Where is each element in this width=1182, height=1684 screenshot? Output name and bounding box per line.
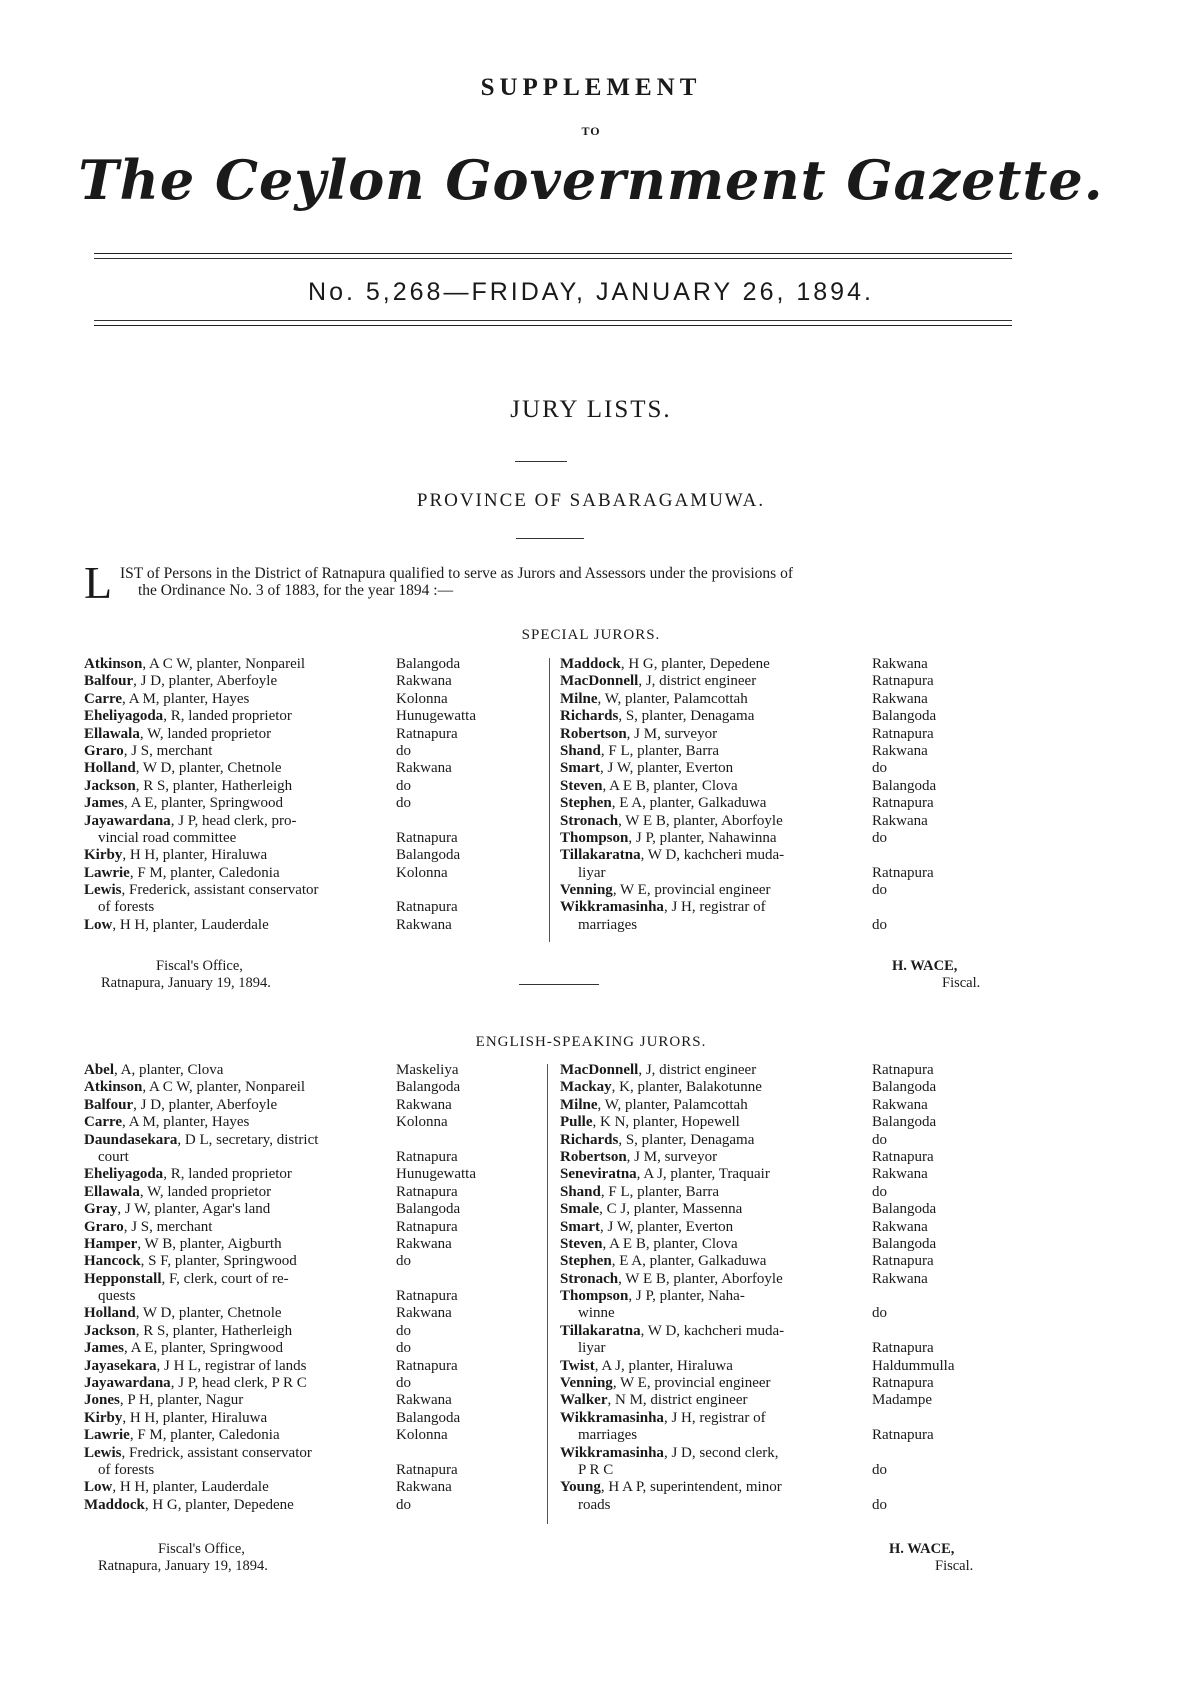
- juror-name: Robertson, J M, surveyor: [560, 725, 718, 742]
- juror-name: Lawrie, F M, planter, Caledonia: [84, 1427, 280, 1444]
- juror-entry: [84, 917, 524, 934]
- juror-entry: [560, 795, 1000, 812]
- juror-entry: [560, 760, 1000, 777]
- juror-place: Ratnapura: [396, 1461, 458, 1478]
- juror-entry: [84, 708, 524, 725]
- juror-entry: [84, 1375, 524, 1392]
- juror-entry: [84, 1427, 524, 1444]
- juror-entry: [84, 1497, 524, 1514]
- juror-place: Rakwana: [872, 690, 928, 707]
- juror-name: court: [98, 1148, 129, 1165]
- juror-name: Young, H A P, superintendent, minor: [560, 1479, 782, 1496]
- juror-name: Low, H H, planter, Lauderdale: [84, 1479, 269, 1496]
- special-jurors-right-column: [560, 656, 1000, 934]
- juror-place: do: [872, 760, 887, 777]
- signature-name: H. WACE,: [889, 1541, 955, 1557]
- juror-name: Thompson, J P, planter, Nahawinna: [560, 829, 777, 846]
- juror-entry: [84, 847, 524, 864]
- juror-place: Rakwana: [872, 1096, 928, 1113]
- juror-name: Stephen, E A, planter, Galkaduwa: [560, 1253, 767, 1270]
- issue-rule-thin: [94, 320, 1012, 321]
- juror-name: James, A E, planter, Springwood: [84, 795, 283, 812]
- juror-entry: [84, 1062, 524, 1079]
- juror-entry: [560, 1410, 1000, 1427]
- juror-place: Ratnapura: [396, 1218, 458, 1235]
- juror-entry: [560, 1062, 1000, 1079]
- juror-place: Kolonna: [396, 1114, 448, 1131]
- column-separator: [547, 1064, 548, 1524]
- juror-entry: [84, 1097, 524, 1114]
- juror-name: Hamper, W B, planter, Aigburth: [84, 1235, 282, 1252]
- juror-name: Smart, J W, planter, Everton: [560, 760, 734, 777]
- juror-place: Ratnapura: [872, 1062, 934, 1078]
- juror-name: Maddock, H G, planter, Depedene: [84, 1496, 294, 1513]
- column-separator: [549, 658, 550, 942]
- juror-name: Holland, W D, planter, Chetnole: [84, 1305, 282, 1322]
- juror-name: Jackson, R S, planter, Hatherleigh: [84, 1322, 293, 1339]
- juror-entry: [560, 1114, 1000, 1131]
- juror-place: Balangoda: [872, 1235, 937, 1252]
- juror-name: marriages: [578, 1427, 638, 1444]
- juror-name: Eheliyagoda, R, landed proprietor: [84, 708, 292, 725]
- juror-entry: [560, 917, 1000, 934]
- juror-name: of forests: [98, 1461, 155, 1478]
- juror-name: Richards, S, planter, Denagama: [560, 708, 755, 725]
- juror-entry: [84, 743, 524, 760]
- juror-name: Walker, N M, district engineer: [560, 1392, 748, 1409]
- juror-name: Shand, F L, planter, Barra: [560, 742, 719, 759]
- juror-entry: [84, 882, 524, 899]
- juror-entry: [84, 899, 524, 916]
- juror-entry: [84, 760, 524, 777]
- juror-name: Atkinson, A C W, planter, Nonpareil: [84, 1079, 306, 1096]
- signature-title: Fiscal.: [942, 975, 981, 991]
- juror-entry: [560, 1166, 1000, 1183]
- juror-entry: [84, 1079, 524, 1096]
- juror-place: Ratnapura: [396, 1357, 458, 1374]
- juror-name: Pulle, K N, planter, Hopewell: [560, 1114, 740, 1131]
- juror-place: do: [872, 882, 887, 899]
- juror-entry: [560, 899, 1000, 916]
- juror-place: Rakwana: [396, 1235, 452, 1252]
- juror-place: do: [872, 1496, 887, 1513]
- juror-place: do: [396, 1496, 411, 1513]
- juror-place: Ratnapura: [396, 725, 458, 742]
- juror-name: James, A E, planter, Springwood: [84, 1340, 283, 1357]
- juror-name: Carre, A M, planter, Hayes: [84, 690, 250, 707]
- signature-name: H. WACE,: [892, 958, 958, 974]
- juror-place: Rakwana: [872, 812, 928, 829]
- juror-name: Jayawardana, J P, head clerk, P R C: [84, 1375, 307, 1392]
- juror-name: Thompson, J P, planter, Naha-: [560, 1288, 745, 1305]
- drop-cap: L: [84, 557, 113, 608]
- juror-entry: [560, 813, 1000, 830]
- juror-place: do: [872, 1461, 887, 1478]
- juror-name: Lewis, Fredrick, assistant conservator: [84, 1444, 312, 1461]
- juror-entry: [560, 1358, 1000, 1375]
- juror-entry: [560, 1236, 1000, 1253]
- juror-name: Balfour, J D, planter, Aberfoyle: [84, 1096, 278, 1113]
- juror-place: Rakwana: [872, 1166, 928, 1183]
- juror-place: do: [396, 1253, 411, 1270]
- juror-name: Milne, W, planter, Palamcottah: [560, 1096, 748, 1113]
- juror-entry: [560, 1288, 1000, 1305]
- juror-name: Steven, A E B, planter, Clova: [560, 777, 738, 794]
- juror-name: quests: [98, 1288, 136, 1305]
- juror-entry: [560, 1149, 1000, 1166]
- juror-name: liyar: [578, 864, 606, 881]
- juror-name: Daundasekara, D L, secretary, district: [84, 1131, 319, 1148]
- juror-name: Holland, W D, planter, Chetnole: [84, 760, 282, 777]
- juror-place: do: [396, 795, 411, 812]
- juror-entry: [84, 1392, 524, 1409]
- juror-entry: [560, 847, 1000, 864]
- juror-place: Ratnapura: [872, 1148, 934, 1165]
- juror-name: Graro, J S, merchant: [84, 1218, 213, 1235]
- juror-place: Ratnapura: [396, 1148, 458, 1165]
- juror-name: Stronach, W E B, planter, Aborfoyle: [560, 1270, 783, 1287]
- juror-entry: [84, 1271, 524, 1288]
- juror-entry: [560, 691, 1000, 708]
- juror-place: Ratnapura: [872, 1375, 934, 1392]
- juror-entry: [84, 865, 524, 882]
- juror-place: Balangoda: [396, 847, 461, 864]
- special-jurors-heading: SPECIAL JURORS.: [521, 627, 661, 643]
- juror-name: Eheliyagoda, R, landed proprietor: [84, 1166, 292, 1183]
- juror-place: Ratnapura: [396, 899, 458, 916]
- juror-name: Jackson, R S, planter, Hatherleigh: [84, 777, 293, 794]
- juror-place: Rakwana: [872, 1270, 928, 1287]
- juror-name: Shand, F L, planter, Barra: [560, 1183, 719, 1200]
- juror-place: do: [396, 1375, 411, 1392]
- juror-name: vincial road committee: [98, 829, 237, 846]
- juror-entry: [84, 656, 524, 673]
- juror-place: Balangoda: [396, 656, 461, 672]
- juror-place: do: [396, 777, 411, 794]
- juror-entry: [84, 1410, 524, 1427]
- juror-entry: [560, 726, 1000, 743]
- juror-name: Robertson, J M, surveyor: [560, 1148, 718, 1165]
- juror-name: Venning, W E, provincial engineer: [560, 1375, 771, 1392]
- supplement-heading: SUPPLEMENT: [480, 74, 702, 101]
- juror-place: Kolonna: [396, 1427, 448, 1444]
- juror-entry: [84, 1201, 524, 1218]
- juror-entry: [560, 1097, 1000, 1114]
- juror-place: Ratnapura: [872, 795, 934, 812]
- juror-entry: [560, 673, 1000, 690]
- juror-entry: [84, 1219, 524, 1236]
- juror-name: Atkinson, A C W, planter, Nonpareil: [84, 656, 306, 672]
- juror-entry: [560, 1375, 1000, 1392]
- juror-entry: [560, 1497, 1000, 1514]
- juror-name: Lewis, Frederick, assistant conservator: [84, 882, 319, 899]
- juror-name: Carre, A M, planter, Hayes: [84, 1114, 250, 1131]
- juror-name: Stronach, W E B, planter, Aborfoyle: [560, 812, 783, 829]
- juror-place: Ratnapura: [872, 1340, 934, 1357]
- juror-entry: [84, 1340, 524, 1357]
- divider: [515, 461, 567, 462]
- juror-entry: [84, 726, 524, 743]
- juror-entry: [84, 1184, 524, 1201]
- juror-name: Gray, J W, planter, Agar's land: [84, 1201, 271, 1218]
- juror-entry: [560, 1462, 1000, 1479]
- juror-place: Hunugewatta: [396, 1166, 476, 1183]
- signature-place-date: Ratnapura, January 19, 1894.: [98, 1558, 268, 1574]
- juror-name: roads: [578, 1496, 611, 1513]
- juror-place: do: [872, 829, 887, 846]
- juror-name: Milne, W, planter, Palamcottah: [560, 690, 748, 707]
- juror-name: Mackay, K, planter, Balakotunne: [560, 1079, 762, 1096]
- intro-line: the Ordinance No. 3 of 1883, for the year 1894 :—: [138, 582, 454, 599]
- signature-place-date: Ratnapura, January 19, 1894.: [101, 975, 271, 991]
- juror-place: Ratnapura: [396, 1288, 458, 1305]
- juror-entry: [560, 1305, 1000, 1322]
- juror-entry: [560, 1392, 1000, 1409]
- juror-place: Balangoda: [872, 708, 937, 725]
- juror-place: Rakwana: [872, 1218, 928, 1235]
- juror-entry: [84, 813, 524, 830]
- juror-entry: [84, 778, 524, 795]
- juror-entry: [560, 830, 1000, 847]
- english-jurors-right-column: [560, 1062, 1000, 1514]
- juror-place: Rakwana: [872, 742, 928, 759]
- juror-name: Ellawala, W, landed proprietor: [84, 1183, 272, 1200]
- juror-place: Balangoda: [396, 1079, 461, 1096]
- juror-name: Ellawala, W, landed proprietor: [84, 725, 272, 742]
- juror-entry: [84, 795, 524, 812]
- juror-place: do: [872, 1131, 887, 1148]
- juror-name: Maddock, H G, planter, Depedene: [560, 656, 770, 672]
- juror-place: Rakwana: [396, 1479, 452, 1496]
- juror-place: Ratnapura: [396, 829, 458, 846]
- juror-name: Tillakaratna, W D, kachcheri muda-: [560, 847, 785, 864]
- juror-entry: [84, 691, 524, 708]
- juror-place: Rakwana: [396, 1305, 452, 1322]
- gazette-masthead: The Ceylon Government Gazette.: [78, 148, 1104, 212]
- juror-entry: [84, 1253, 524, 1270]
- juror-place: Balangoda: [872, 1114, 937, 1131]
- juror-entry: [84, 1149, 524, 1166]
- juror-name: of forests: [98, 899, 155, 916]
- juror-place: Maskeliya: [396, 1062, 459, 1078]
- juror-place: Balangoda: [872, 777, 937, 794]
- juror-name: MacDonnell, J, district engineer: [560, 1062, 757, 1078]
- to-label: TO: [581, 124, 601, 138]
- juror-name: Venning, W E, provincial engineer: [560, 882, 771, 899]
- juror-place: Balangoda: [872, 1201, 937, 1218]
- juror-place: Ratnapura: [872, 1427, 934, 1444]
- juror-place: Rakwana: [872, 656, 928, 672]
- juror-name: Kirby, H H, planter, Hiraluwa: [84, 847, 268, 864]
- juror-entry: [84, 1114, 524, 1131]
- juror-name: Wikkramasinha, J H, registrar of: [560, 1409, 766, 1426]
- juror-place: Rakwana: [396, 1096, 452, 1113]
- issue-line: No. 5,268—FRIDAY, JANUARY 26, 1894.: [308, 278, 874, 306]
- juror-entry: [560, 1427, 1000, 1444]
- juror-name: Kirby, H H, planter, Hiraluwa: [84, 1409, 268, 1426]
- juror-entry: [84, 1323, 524, 1340]
- divider: [516, 538, 584, 539]
- juror-place: do: [872, 916, 887, 933]
- juror-place: do: [396, 742, 411, 759]
- juror-place: Rakwana: [396, 1392, 452, 1409]
- juror-entry: [84, 1445, 524, 1462]
- juror-name: Tillakaratna, W D, kachcheri muda-: [560, 1322, 785, 1339]
- juror-entry: [560, 1445, 1000, 1462]
- juror-entry: [560, 1132, 1000, 1149]
- masthead-rule-thin: [94, 258, 1012, 259]
- juror-name: Stephen, E A, planter, Galkaduwa: [560, 795, 767, 812]
- juror-name: Twist, A J, planter, Hiraluwa: [560, 1357, 733, 1374]
- juror-place: do: [396, 1322, 411, 1339]
- juror-name: Richards, S, planter, Denagama: [560, 1131, 755, 1148]
- juror-place: Ratnapura: [872, 673, 934, 690]
- juror-entry: [560, 1323, 1000, 1340]
- juror-name: liyar: [578, 1340, 606, 1357]
- juror-place: Rakwana: [396, 673, 452, 690]
- juror-entry: [560, 778, 1000, 795]
- juror-entry: [560, 656, 1000, 673]
- juror-name: Graro, J S, merchant: [84, 742, 213, 759]
- juror-entry: [84, 1479, 524, 1496]
- juror-name: Steven, A E B, planter, Clova: [560, 1235, 738, 1252]
- juror-entry: [84, 1132, 524, 1149]
- juror-place: Balangoda: [396, 1409, 461, 1426]
- juror-place: Ratnapura: [872, 1253, 934, 1270]
- juror-name: Wikkramasinha, J D, second clerk,: [560, 1444, 779, 1461]
- page-title: JURY LISTS.: [510, 396, 672, 423]
- english-jurors-heading: ENGLISH-SPEAKING JURORS.: [475, 1034, 707, 1050]
- juror-name: Low, H H, planter, Lauderdale: [84, 916, 269, 933]
- juror-name: Smale, C J, planter, Massenna: [560, 1201, 743, 1218]
- juror-name: Jayawardana, J P, head clerk, pro-: [84, 812, 297, 829]
- juror-name: Abel, A, planter, Clova: [84, 1062, 224, 1078]
- juror-place: do: [872, 1183, 887, 1200]
- juror-name: Wikkramasinha, J H, registrar of: [560, 899, 766, 916]
- juror-name: Jayasekara, J H L, registrar of lands: [84, 1357, 307, 1374]
- juror-place: Balangoda: [396, 1201, 461, 1218]
- province-heading: PROVINCE OF SABARAGAMUWA.: [416, 490, 766, 511]
- juror-name: Balfour, J D, planter, Aberfoyle: [84, 673, 278, 690]
- juror-place: do: [872, 1305, 887, 1322]
- juror-entry: [560, 1340, 1000, 1357]
- juror-name: Seneviratna, A J, planter, Traquair: [560, 1166, 770, 1183]
- juror-entry: [84, 673, 524, 690]
- juror-place: Madampe: [872, 1392, 932, 1409]
- juror-name: Smart, J W, planter, Everton: [560, 1218, 734, 1235]
- masthead-rule: [94, 253, 1012, 254]
- juror-entry: [84, 1166, 524, 1183]
- juror-entry: [560, 1253, 1000, 1270]
- signature-title: Fiscal.: [935, 1558, 974, 1574]
- juror-entry: [560, 708, 1000, 725]
- juror-entry: [84, 1236, 524, 1253]
- juror-place: Rakwana: [396, 916, 452, 933]
- juror-entry: [560, 1219, 1000, 1236]
- juror-name: winne: [578, 1305, 615, 1322]
- juror-entry: [84, 1358, 524, 1375]
- juror-name: Hancock, S F, planter, Springwood: [84, 1253, 297, 1270]
- juror-place: Ratnapura: [872, 725, 934, 742]
- juror-entry: [84, 1462, 524, 1479]
- juror-name: MacDonnell, J, district engineer: [560, 673, 757, 690]
- juror-entry: [560, 1271, 1000, 1288]
- juror-name: Hepponstall, F, clerk, court of re-: [84, 1270, 289, 1287]
- juror-entry: [560, 882, 1000, 899]
- juror-name: marriages: [578, 916, 638, 933]
- signature-office: Fiscal's Office,: [158, 1541, 245, 1557]
- juror-place: Rakwana: [396, 760, 452, 777]
- juror-place: Balangoda: [872, 1079, 937, 1096]
- juror-entry: [560, 1201, 1000, 1218]
- juror-place: Ratnapura: [396, 1183, 458, 1200]
- juror-entry: [560, 743, 1000, 760]
- juror-entry: [560, 1079, 1000, 1096]
- juror-entry: [84, 1288, 524, 1305]
- juror-place: Kolonna: [396, 690, 448, 707]
- juror-place: Ratnapura: [872, 864, 934, 881]
- juror-entry: [84, 830, 524, 847]
- juror-name: Jones, P H, planter, Nagur: [84, 1392, 244, 1409]
- special-jurors-left-column: [84, 656, 524, 934]
- juror-entry: [560, 1184, 1000, 1201]
- divider: [519, 984, 599, 985]
- juror-entry: [84, 1305, 524, 1322]
- issue-rule: [94, 325, 1012, 326]
- juror-place: do: [396, 1340, 411, 1357]
- signature-office: Fiscal's Office,: [156, 958, 243, 974]
- intro-line: IST of Persons in the District of Ratnapura qualified to serve as Jurors and Assessors under the provisions of: [120, 565, 793, 582]
- juror-place: Haldummulla: [872, 1357, 955, 1374]
- juror-name: Lawrie, F M, planter, Caledonia: [84, 864, 280, 881]
- juror-place: Hunugewatta: [396, 708, 476, 725]
- juror-entry: [560, 865, 1000, 882]
- juror-place: Kolonna: [396, 864, 448, 881]
- juror-entry: [560, 1479, 1000, 1496]
- english-jurors-left-column: [84, 1062, 524, 1514]
- juror-name: P R C: [578, 1461, 614, 1478]
